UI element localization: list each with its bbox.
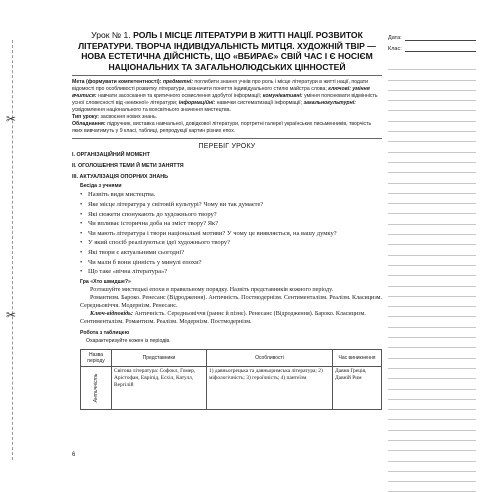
- note-line: [388, 266, 476, 276]
- lesson-title: Урок № 1. РОЛЬ І МІСЦЕ ЛІТЕРАТУРИ В ЖИТТІ НАЦІЇ. РОЗВИТОК ЛІТЕРАТУРИ. ТВОРЧА ІНДИВІДУАЛЬНІСТЬ МИТЦЯ. ХУДОЖНІЙ ТВІР — НОВА ЕСТЕТИЧНА ДІЙСНІСТЬ, ЩО «ВБИРАЄ» СВІЙ ЧАС І Є НОСІЄМ НАЦІОНАЛЬНИХ ТА ЗАГАЛЬНОЛЮДСЬКИХ ЦІННОСТЕЙ: [78, 30, 376, 72]
- bullet-icon: •: [80, 268, 83, 276]
- section-2: II. ОГОЛОШЕННЯ ТЕМИ Й МЕТИ ЗАНЯТТЯ: [72, 163, 184, 170]
- question-text: Чи мають література і твори національні мотиви? У чому це виявляється, на вашу думку?: [88, 229, 337, 237]
- table-header: Назва періоду: [81, 349, 112, 366]
- note-line: [388, 472, 476, 482]
- question-item: [80, 229, 382, 239]
- table-cell-period: Античність: [81, 366, 112, 409]
- bullet-icon: •: [80, 191, 83, 199]
- note-line: [388, 287, 476, 297]
- note-line: [388, 70, 476, 80]
- note-line: [388, 245, 476, 255]
- note-line: [388, 379, 476, 389]
- table-cell-reps: Світова література: Софокл, Гомер, Арістофан, Евріпід, Есхіл, Катулл, Вергілій: [112, 366, 207, 409]
- note-line: [388, 184, 476, 194]
- scissors-icon: ✂: [6, 308, 17, 322]
- game-title: Гра «Хто швидше?»: [80, 278, 131, 285]
- table-row: [81, 366, 382, 409]
- note-line: [388, 256, 476, 266]
- note-line: [388, 462, 476, 472]
- section-1: I. ОРГАНІЗАЦІЙНИЙ МОМЕНТ: [72, 152, 150, 159]
- note-line: [388, 153, 476, 163]
- section-3: III. АКТУАЛІЗАЦІЯ ОПОРНИХ ЗНАНЬ: [72, 174, 169, 181]
- note-line: [388, 348, 476, 358]
- note-line: [388, 431, 476, 441]
- question-text: Яке місце література у світовій культурі? Чому ви так думаєте?: [88, 200, 264, 208]
- page-number: 6: [72, 452, 76, 458]
- date-field[interactable]: Дата:: [388, 30, 476, 41]
- question-text: Які сюжети спонукають до художнього твору?: [88, 210, 217, 218]
- note-line: [388, 132, 476, 142]
- question-item: [80, 190, 382, 200]
- note-line: [388, 338, 476, 348]
- conversation-title: Бесіда з учнями: [80, 183, 122, 190]
- note-line: [388, 400, 476, 410]
- bullet-icon: •: [80, 248, 83, 256]
- note-line: [388, 204, 476, 214]
- note-line: [388, 276, 476, 286]
- note-line: [388, 441, 476, 451]
- note-line: [388, 307, 476, 317]
- lesson-heading: ПЕРЕБІГ УРОКУ: [198, 143, 256, 151]
- note-line: [388, 214, 476, 224]
- table-header: Особливості: [207, 349, 333, 366]
- question-list: [72, 190, 382, 276]
- class-field[interactable]: Клас:: [388, 41, 476, 52]
- question-item: [80, 219, 382, 229]
- scissors-icon: ✂: [6, 112, 17, 126]
- work-title: Робота з таблицею: [80, 329, 130, 336]
- note-line: [388, 60, 476, 70]
- note-line: [388, 225, 476, 235]
- question-text: Чи мали б вони цінність у минулі епохи?: [88, 258, 202, 266]
- question-item: [80, 200, 382, 210]
- table-header: Час виникнення: [333, 349, 382, 366]
- work-text: Охарактеризуйте кожен із періодів.: [86, 337, 171, 344]
- bullet-icon: •: [80, 258, 83, 266]
- note-line: [388, 101, 476, 111]
- lesson-content: [72, 30, 382, 410]
- note-line: [388, 369, 476, 379]
- note-line: [388, 451, 476, 461]
- bullet-icon: •: [80, 200, 83, 208]
- table-cell-time: Давня Греція, Давній Рим: [333, 366, 382, 409]
- note-line: [388, 91, 476, 101]
- question-item: [80, 238, 382, 248]
- question-item: [80, 210, 382, 220]
- question-item: [80, 248, 382, 258]
- note-line: [388, 359, 476, 369]
- game-list: Романтизм. Бароко. Ренесанс (Відродження). Античність. Постмодернізм. Сентименталізм. Реалізм. Класицизм. Середньовіччя. Модернізм. Ренесанс.: [80, 294, 383, 309]
- divider: [72, 138, 382, 139]
- game-intro: Розташуйте мистецькі епохи в правильному порядку. Назвіть представників кожного періоду.: [90, 286, 334, 293]
- game-key: Ключ-відповідь: Античність. Середньовіччя (раннє й пізнє). Ренесанс (Відродження). Бароко. Класицизм. Сентименталізм. Романтизм. Реалізм. Модернізм. Постмодернізм.: [80, 310, 366, 325]
- divider: [72, 75, 382, 76]
- note-line: [388, 194, 476, 204]
- note-line: [388, 81, 476, 91]
- note-line: [388, 173, 476, 183]
- note-line: [388, 410, 476, 420]
- periods-table: [80, 349, 382, 410]
- note-line: [388, 111, 476, 121]
- note-line: [388, 235, 476, 245]
- bullet-icon: •: [80, 220, 83, 228]
- note-line: [388, 122, 476, 132]
- note-line: [388, 163, 476, 173]
- notes-lines: [388, 60, 476, 492]
- note-line: [388, 482, 476, 492]
- question-text: Назвіть види мистецтва.: [88, 191, 156, 199]
- note-line: [388, 317, 476, 327]
- note-line: [388, 328, 476, 338]
- cut-line: [12, 40, 13, 460]
- question-item: [80, 267, 382, 277]
- question-text: Що таке «вічна література»?: [88, 268, 168, 276]
- lesson-meta: Мета (формувати компетентності): предметні: поглибити знання учнів про роль і місце літератури в житті нації, подати відомості про особливості розвитку літератури, визначити поняття індивідуального стилю майстра слова; ключові: уміння вчитися: навчати засоскання та критичного осмислення здобутої інформації; комунікативні: уміння пояснювати відмінність усної словесності від «книжної» літератури; інформаційні: навички систематизації інформації; загальнокультурні: усвідомлення національного та всесвітнього значення мистецтва. Тип уроку: засвоєння нових знань. Обладнання: підручник, виставка навчальної, довідкової літератури, портретні галереї українських письменників, творчість яких вивчатимуть у 9 класі, таблиці, репродукції картин різних епох.: [72, 79, 378, 135]
- table-header: Представники: [112, 349, 207, 366]
- bullet-icon: •: [80, 210, 83, 218]
- question-text: Чи впливає історична доба на зміст твору? Як?: [88, 220, 219, 228]
- bullet-icon: •: [80, 239, 83, 247]
- note-line: [388, 142, 476, 152]
- note-line: [388, 420, 476, 430]
- table-cell-features: 1) давньогрецька та давньоримська література; 2) міфологічність; 3) героїчність; 4) пантеїзм: [207, 366, 333, 409]
- question-text: Які твори є актуальними сьогодні?: [88, 248, 185, 256]
- note-line: [388, 297, 476, 307]
- date-class-fields: [388, 30, 476, 52]
- question-item: [80, 258, 382, 268]
- question-text: У який спосіб реалізуються ідеї художнього твору?: [88, 239, 230, 247]
- note-line: [388, 390, 476, 400]
- bullet-icon: •: [80, 229, 83, 237]
